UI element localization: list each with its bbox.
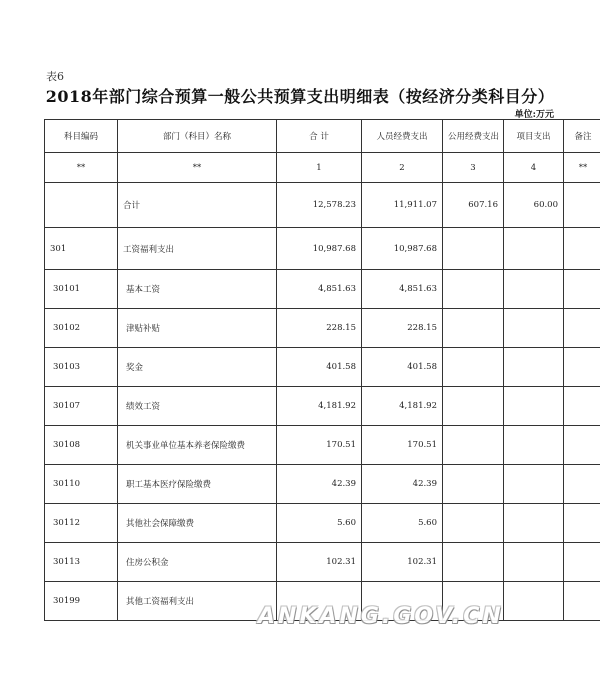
- row-note: [564, 228, 600, 270]
- row-personnel: 5.60: [362, 504, 443, 543]
- row-total: 228.15: [277, 309, 362, 348]
- index-row: [45, 153, 600, 183]
- row-personnel: 4,181.92: [362, 387, 443, 426]
- index-cell: 1: [277, 153, 362, 183]
- row-total: 42.39: [277, 465, 362, 504]
- row-code: 30103: [45, 348, 118, 387]
- row-public: [443, 426, 504, 465]
- site-watermark: ANKANG.GOV.CN: [258, 604, 504, 629]
- header-note: 备注: [564, 120, 600, 153]
- row-project: [504, 582, 564, 621]
- row-name: 基本工资: [118, 270, 277, 309]
- row-total: 4,181.92: [277, 387, 362, 426]
- row-note: [564, 543, 600, 582]
- row-personnel: 102.31: [362, 543, 443, 582]
- row-note: [564, 465, 600, 504]
- index-cell: **: [564, 153, 600, 183]
- budget-table: [44, 119, 600, 621]
- row-code: 30199: [45, 582, 118, 621]
- index-cell: 4: [504, 153, 564, 183]
- row-personnel: 10,987.68: [362, 228, 443, 270]
- row-project: [504, 228, 564, 270]
- row-project: [504, 504, 564, 543]
- row-code: 30101: [45, 270, 118, 309]
- page-title: 2018年部门综合预算一般公共预算支出明细表（按经济分类科目分）: [45, 87, 555, 106]
- row-personnel: 4,851.63: [362, 270, 443, 309]
- row-code: 30102: [45, 309, 118, 348]
- row-total: 170.51: [277, 426, 362, 465]
- row-name: 合计: [118, 183, 277, 228]
- row-public: [443, 270, 504, 309]
- table-row: [45, 543, 600, 582]
- row-project: [504, 270, 564, 309]
- index-cell: **: [45, 153, 118, 183]
- row-public: [443, 309, 504, 348]
- row-personnel: 11,911.07: [362, 183, 443, 228]
- row-code: 30112: [45, 504, 118, 543]
- row-code: 30107: [45, 387, 118, 426]
- table-row: [45, 270, 600, 309]
- row-project: [504, 426, 564, 465]
- index-cell: 3: [443, 153, 504, 183]
- row-name: 其他社会保障缴费: [118, 504, 277, 543]
- header-row: [45, 120, 600, 153]
- row-total: 12,578.23: [277, 183, 362, 228]
- table-row: [45, 228, 600, 270]
- table-row: [45, 348, 600, 387]
- row-personnel: 228.15: [362, 309, 443, 348]
- header-total: 合 计: [277, 120, 362, 153]
- row-public: [443, 504, 504, 543]
- row-project: [504, 543, 564, 582]
- row-note: [564, 348, 600, 387]
- row-public: [443, 465, 504, 504]
- row-personnel: 42.39: [362, 465, 443, 504]
- row-total: 5.60: [277, 504, 362, 543]
- table-row: [45, 465, 600, 504]
- row-code: [45, 183, 118, 228]
- table-row: [45, 183, 600, 228]
- row-public: [443, 228, 504, 270]
- row-project: [504, 348, 564, 387]
- row-note: [564, 270, 600, 309]
- row-name: 职工基本医疗保险缴费: [118, 465, 277, 504]
- row-code: 30110: [45, 465, 118, 504]
- row-public: [443, 543, 504, 582]
- table-row: [45, 387, 600, 426]
- table-row: [45, 309, 600, 348]
- row-personnel: 170.51: [362, 426, 443, 465]
- row-code: 30108: [45, 426, 118, 465]
- table-row: [45, 504, 600, 543]
- row-name: 工资福利支出: [118, 228, 277, 270]
- row-code: 301: [45, 228, 118, 270]
- row-total: 4,851.63: [277, 270, 362, 309]
- row-project: 60.00: [504, 183, 564, 228]
- row-public: [443, 387, 504, 426]
- index-cell: **: [118, 153, 277, 183]
- row-name: 津贴补贴: [118, 309, 277, 348]
- header-public: 公用经费支出: [443, 120, 504, 153]
- row-total: 401.58: [277, 348, 362, 387]
- row-name: 绩效工资: [118, 387, 277, 426]
- header-project: 项目支出: [504, 120, 564, 153]
- row-personnel: 401.58: [362, 348, 443, 387]
- unit-label: 单位:万元: [514, 110, 554, 120]
- header-code: 科目编码: [45, 120, 118, 153]
- row-public: 607.16: [443, 183, 504, 228]
- row-note: [564, 504, 600, 543]
- row-name: 住房公积金: [118, 543, 277, 582]
- row-code: 30113: [45, 543, 118, 582]
- row-name: 其他工资福利支出: [118, 582, 277, 621]
- row-note: [564, 183, 600, 228]
- header-name: 部门（科目）名称: [118, 120, 277, 153]
- header-personnel: 人员经费支出: [362, 120, 443, 153]
- sheet-label: 表6: [46, 70, 64, 83]
- table-row: [45, 426, 600, 465]
- row-name: 机关事业单位基本养老保险缴费: [118, 426, 277, 465]
- row-note: [564, 309, 600, 348]
- row-project: [504, 465, 564, 504]
- row-project: [504, 309, 564, 348]
- row-note: [564, 387, 600, 426]
- index-cell: 2: [362, 153, 443, 183]
- row-public: [443, 348, 504, 387]
- row-total: 10,987.68: [277, 228, 362, 270]
- row-note: [564, 426, 600, 465]
- row-note: [564, 582, 600, 621]
- row-total: 102.31: [277, 543, 362, 582]
- row-project: [504, 387, 564, 426]
- row-name: 奖金: [118, 348, 277, 387]
